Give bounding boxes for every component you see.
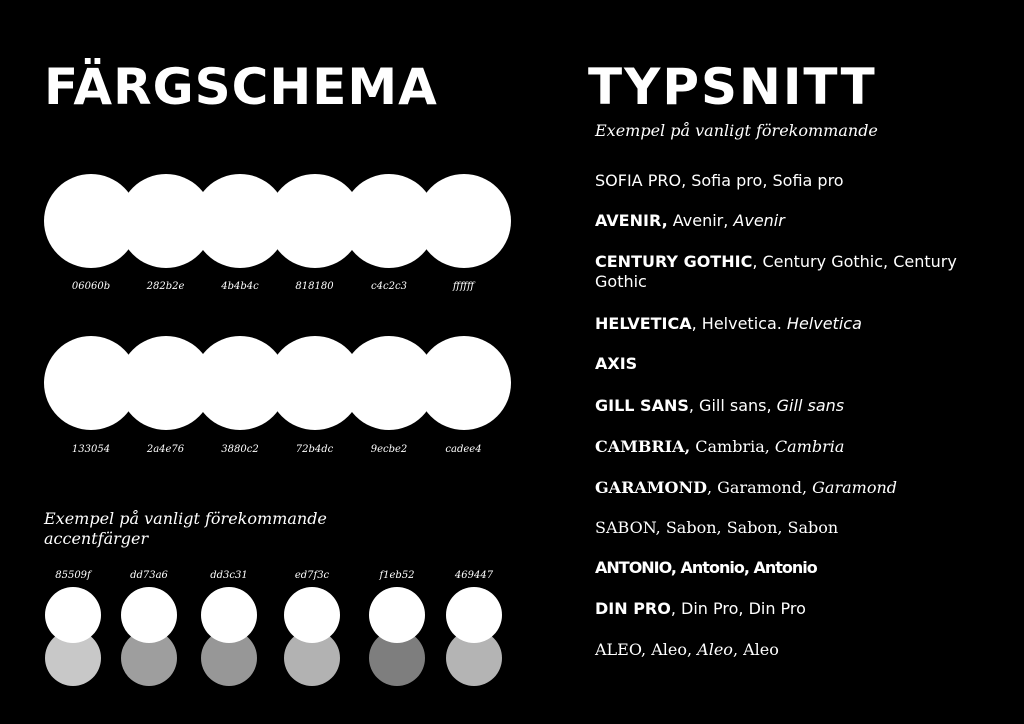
color-code: 72b4dc bbox=[295, 444, 334, 455]
accent-code: 469447 bbox=[454, 570, 494, 581]
accent-swatch bbox=[446, 587, 502, 643]
font-name-regular: SOFIA PRO, Sofia pro, Sofia pro bbox=[595, 171, 844, 190]
accent-swatch bbox=[284, 587, 340, 643]
font-sample-sabon bbox=[595, 518, 975, 538]
font-sample-cambria bbox=[595, 437, 975, 457]
font-name-bold: DIN PRO bbox=[595, 599, 671, 618]
font-name-bold: CAMBRIA, bbox=[595, 437, 691, 456]
font-subtitle: Exempel på vanligt förekommande bbox=[595, 121, 878, 140]
font-name-regular: SABON, Sabon, Sabon, Sabon bbox=[595, 518, 839, 537]
accent-subtitle: Exempel på vanligt förekommande accentfärger bbox=[44, 509, 327, 548]
font-name-italic: Cambria bbox=[774, 437, 845, 456]
font-sample-gill-sans bbox=[595, 396, 975, 416]
color-code: 282b2e bbox=[146, 281, 185, 292]
accent-code: ed7f3c bbox=[294, 570, 330, 581]
accent-swatch bbox=[369, 587, 425, 643]
color-code: 3880c2 bbox=[221, 444, 259, 455]
font-name-italic: Avenir bbox=[733, 211, 785, 230]
color-swatch bbox=[417, 174, 511, 268]
color-code: 9ecbe2 bbox=[370, 444, 408, 455]
font-sample-avenir bbox=[595, 211, 975, 231]
color-code: c4c2c3 bbox=[371, 281, 407, 292]
font-name-bold: GILL SANS bbox=[595, 396, 689, 415]
font-sample-sofia-pro bbox=[595, 171, 975, 191]
font-sample-aleo bbox=[595, 640, 975, 660]
font-name-bold: AVENIR, bbox=[595, 211, 668, 230]
color-code: cadee4 bbox=[445, 444, 482, 455]
accent-swatch bbox=[45, 587, 101, 643]
font-name-bold: ANTONIO, Antonio, Antonio bbox=[595, 558, 817, 577]
font-name-italic: Helvetica bbox=[786, 314, 862, 333]
accent-code: 85509f bbox=[55, 570, 91, 581]
accent-code: dd73a6 bbox=[130, 570, 168, 581]
accent-code: f1eb52 bbox=[379, 570, 415, 581]
font-name-regular: , Din Pro, Din Pro bbox=[670, 599, 806, 618]
font-name-regular: , Gill sans, bbox=[688, 396, 777, 415]
font-sample-din-pro bbox=[595, 599, 975, 619]
font-sample-garamond bbox=[595, 478, 975, 498]
font-name-regular: Cambria, bbox=[690, 437, 775, 456]
font-name-italic: Garamond bbox=[812, 478, 897, 497]
color-scheme-title: FÄRGSCHEMA bbox=[44, 58, 438, 116]
font-name-regular: Avenir, bbox=[667, 211, 734, 230]
color-code: ffffff bbox=[452, 281, 475, 292]
font-name-bold: HELVETICA bbox=[595, 314, 692, 333]
font-sample-century-gothic bbox=[595, 252, 975, 292]
color-code: 818180 bbox=[295, 281, 334, 292]
accent-swatch bbox=[201, 587, 257, 643]
font-name-italic: Gill sans bbox=[776, 396, 845, 415]
font-name-regular: ALEO, Aleo, bbox=[595, 640, 698, 659]
accent-code: dd3c31 bbox=[210, 570, 248, 581]
font-name-regular: , Century Gothic, Century Gothic bbox=[595, 252, 957, 291]
color-code: 4b4b4c bbox=[221, 281, 259, 292]
typeface-title: TYPSNITT bbox=[588, 58, 877, 116]
font-name-bold: GARAMOND bbox=[595, 478, 707, 497]
color-swatch bbox=[417, 336, 511, 430]
font-name-regular: , Helvetica. bbox=[691, 314, 787, 333]
font-name-bold: CENTURY GOTHIC bbox=[595, 252, 753, 271]
color-code: 06060b bbox=[71, 281, 111, 292]
color-code: 2a4e76 bbox=[146, 444, 185, 455]
font-name-italic: Aleo bbox=[697, 640, 733, 659]
font-name-light: , Aleo bbox=[732, 640, 779, 659]
font-sample-axis bbox=[595, 354, 975, 374]
font-name-bold: AXIS bbox=[595, 354, 638, 373]
font-sample-antonio bbox=[595, 558, 975, 578]
font-sample-helvetica bbox=[595, 314, 975, 334]
font-name-regular: , Garamond, bbox=[706, 478, 813, 497]
color-code: 133054 bbox=[71, 444, 111, 455]
accent-swatch bbox=[121, 587, 177, 643]
